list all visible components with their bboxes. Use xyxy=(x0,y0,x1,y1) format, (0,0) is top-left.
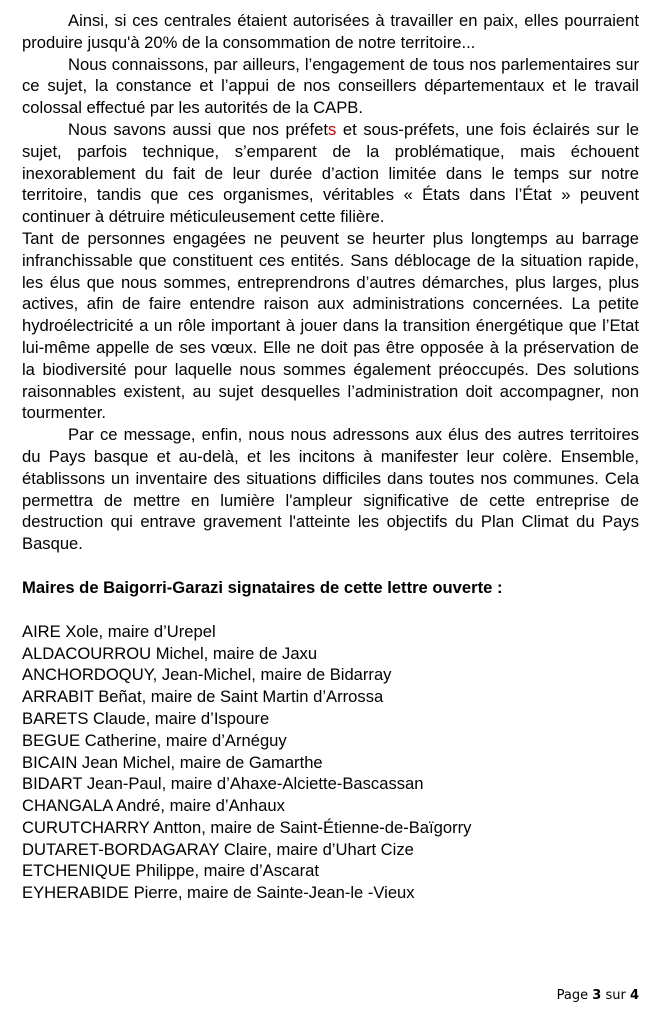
paragraph-1: Ainsi, si ces centrales étaient autorisées à travailler en paix, elles pourraient produire jusqu'à 20% de la consommation de notre territoire... xyxy=(22,11,639,52)
signatory-item: ARRABIT Beñat, maire de Saint Martin d’Arrossa xyxy=(22,687,384,707)
signatory-item: CURUTCHARRY Antton, maire de Saint-Étienne-de-Baïgorry xyxy=(22,817,472,837)
signatory-item: DUTARET-BORDAGARAY Claire, maire d’Uhart Cize xyxy=(22,839,414,859)
of-label: sur xyxy=(605,988,626,1003)
page-label: Page xyxy=(556,988,589,1003)
signatory-item: BIDART Jean-Paul, maire d’Ahaxe-Alciette-Bascassan xyxy=(22,774,424,794)
signatory-item: ALDACOURROU Michel, maire de Jaxu xyxy=(22,643,318,663)
signatory-item: AIRE Xole, maire d’Urepel xyxy=(22,621,216,641)
spacer xyxy=(22,599,639,621)
signatory-item: ANCHORDOQUY, Jean-Michel, maire de Bidarray xyxy=(22,665,392,685)
signatory-item: BARETS Claude, maire d’Ispoure xyxy=(22,708,270,728)
highlighted-letter: s xyxy=(328,119,337,139)
paragraph-5: Par ce message, enfin, nous nous adressons aux élus des autres territoires du Pays basque et au-delà, et les incitons à manifester leur colère. Ensemble, établissons un inventaire des situations difficiles dans toutes nos communes. Cela permettra de mettre en lumière l'ampleur significative de cette entreprise de destruction qui entrave gravement l'atteinte les objectifs du Plan Climat du Pays Basque. xyxy=(22,425,639,554)
signatory-item: BEGUE Catherine, maire d’Arnéguy xyxy=(22,730,287,750)
signatory-item: EYHERABIDE Pierre, maire de Sainte-Jean-le -Vieux xyxy=(22,883,415,903)
signatories-heading: Maires de Baigorri-Garazi signataires de cette lettre ouverte : xyxy=(22,577,503,597)
signatory-item: ETCHENIQUE Philippe, maire d’Ascarat xyxy=(22,861,319,881)
signatory-item: BICAIN Jean Michel, maire de Gamarthe xyxy=(22,752,323,772)
document-page xyxy=(22,10,639,904)
signatory-item: CHANGALA André, maire d’Anhaux xyxy=(22,796,285,816)
paragraph-3-end: et sous-préfets, une fois éclairés sur le sujet, parfois technique, s’emparent de la problématique, mais échouent inexorablement du fait de leur durée d’action limitée dans le temps sur notre territoire, tandis que ces organismes, véritables « États dans l’État » peuvent continuer à détruire méticuleusement cette filière. xyxy=(22,119,639,227)
paragraph-4: Tant de personnes engagées ne peuvent se heurter plus longtemps au barrage infranchissable que constituent ces entités. Sans déblocage de la situation rapide, les élus que nous sommes, entreprendrons d’autres démarches, plus larges, plus actives, afin de faire entendre raison aux administrations concernées. La petite hydroélectricité a un rôle important à jouer dans la transition énergétique que l’Etat lui-même appelle de ses vœux. Elle ne doit pas être opposée à la préservation de la biodiversité pour laquelle nous sommes également préoccupés. Des solutions raisonnables existent, au sujet desquelles l’administration doit accompagner, non tourmenter. xyxy=(22,228,639,423)
paragraph-2: Nous connaissons, par ailleurs, l’engagement de tous nos parlementaires sur ce sujet, la constance et l’appui de nos conseillers départementaux et le travail colossal effectué par les autorités de la CAPB. xyxy=(22,54,639,118)
current-page-number: 3 xyxy=(592,988,602,1003)
spacer xyxy=(22,555,639,577)
page-number-footer xyxy=(557,988,639,1003)
total-pages-number: 4 xyxy=(629,988,639,1003)
paragraph-3 xyxy=(22,119,639,228)
paragraph-3-start: Nous savons aussi que nos préfet xyxy=(68,119,328,139)
signatories-list xyxy=(22,621,639,904)
